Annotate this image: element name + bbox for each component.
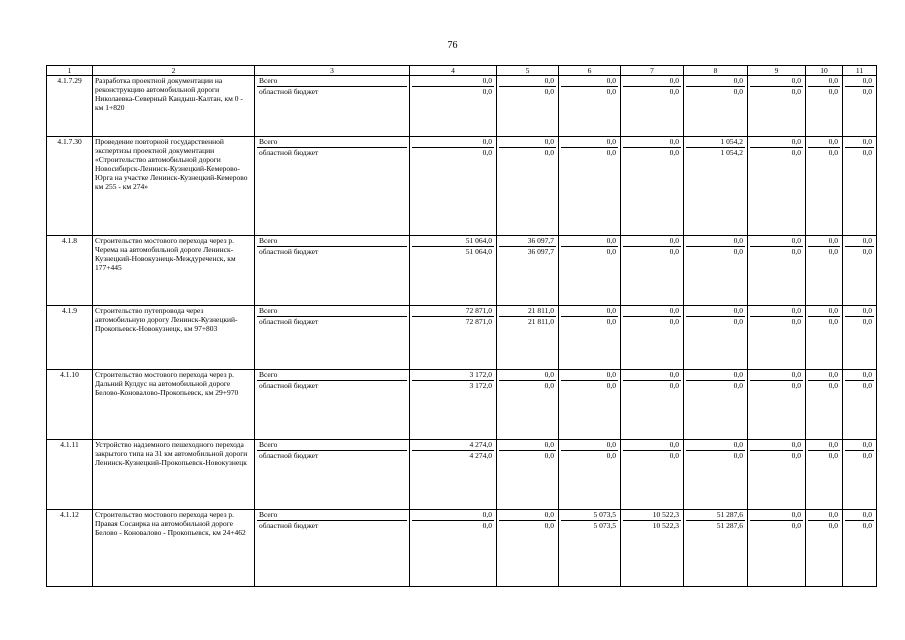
value-cell <box>410 370 497 440</box>
column-header: 7 <box>621 66 684 76</box>
value-cell <box>684 76 748 137</box>
amount-value: 3 172,0 <box>412 370 494 381</box>
value-cell <box>621 510 684 587</box>
amount-value: 0,0 <box>791 317 801 326</box>
amount-value: 0,0 <box>561 370 618 381</box>
amount-value: 0,0 <box>862 521 872 530</box>
value-cell <box>684 440 748 510</box>
amount-value: 0,0 <box>606 317 616 326</box>
amount-value: 0,0 <box>791 87 801 96</box>
amount-value: 0,0 <box>669 381 679 390</box>
table-row <box>47 510 877 587</box>
value-cell <box>410 137 497 236</box>
funding-source-label: Всего <box>257 370 407 381</box>
amount-value: 0,0 <box>623 236 681 247</box>
value-cell <box>806 370 843 440</box>
amount-value: 0,0 <box>733 317 743 326</box>
amount-value: 36 097,7 <box>499 236 556 247</box>
amount-value: 4 274,0 <box>469 451 492 460</box>
amount-value: 0,0 <box>544 451 554 460</box>
amount-value: 0,0 <box>845 137 874 148</box>
row-name: Строительство путепровода через автомобильную дорогу Ленинск-Кузнецкий-Прокопьевск-Новокузнецк, км 97+803 <box>93 306 255 370</box>
column-header: 10 <box>806 66 843 76</box>
amount-value: 21 811,0 <box>528 317 554 326</box>
row-name: Строительство мостового перехода через р. Дальний Кулдус на автомобильной дороге Белово-Коновалово-Прокопьевск, км 29+970 <box>93 370 255 440</box>
column-header: 2 <box>93 66 255 76</box>
column-header: 1 <box>47 66 93 76</box>
table-row <box>47 137 877 236</box>
amount-value: 0,0 <box>791 451 801 460</box>
amount-value: 0,0 <box>686 440 745 451</box>
value-cell <box>843 76 877 137</box>
value-cell <box>559 370 621 440</box>
column-header: 5 <box>497 66 559 76</box>
amount-value: 0,0 <box>499 440 556 451</box>
value-cell <box>497 76 559 137</box>
amount-value: 0,0 <box>862 317 872 326</box>
amount-value: 0,0 <box>499 370 556 381</box>
funding-source-label: Всего <box>257 137 407 148</box>
amount-value: 0,0 <box>544 381 554 390</box>
amount-value: 51 064,0 <box>465 247 492 256</box>
row-code: 4.1.10 <box>47 370 93 440</box>
amount-value: 0,0 <box>750 306 803 317</box>
amount-value: 0,0 <box>845 76 874 87</box>
amount-value: 0,0 <box>412 137 494 148</box>
value-cell <box>748 137 806 236</box>
value-cell <box>843 440 877 510</box>
funding-source-label: Всего <box>257 76 407 87</box>
amount-value: 0,0 <box>750 137 803 148</box>
value-cell <box>843 236 877 306</box>
value-cell <box>497 510 559 587</box>
amount-value: 0,0 <box>561 137 618 148</box>
column-number-row <box>47 66 877 76</box>
amount-value: 0,0 <box>482 148 492 157</box>
amount-value: 0,0 <box>669 451 679 460</box>
value-cell <box>559 137 621 236</box>
value-cell <box>621 137 684 236</box>
amount-value: 0,0 <box>808 510 840 521</box>
row-code: 4.1.8 <box>47 236 93 306</box>
amount-value: 0,0 <box>733 381 743 390</box>
value-cell <box>410 440 497 510</box>
amount-value: 0,0 <box>750 510 803 521</box>
amount-value: 0,0 <box>828 451 838 460</box>
amount-value: 0,0 <box>606 381 616 390</box>
value-cell <box>806 440 843 510</box>
amount-value: 0,0 <box>733 451 743 460</box>
amount-value: 0,0 <box>808 440 840 451</box>
amount-value: 36 097,7 <box>527 247 554 256</box>
amount-value: 0,0 <box>828 381 838 390</box>
value-cell <box>843 510 877 587</box>
value-cell <box>684 137 748 236</box>
amount-value: 0,0 <box>606 247 616 256</box>
amount-value: 0,0 <box>828 521 838 530</box>
amount-value: 0,0 <box>499 137 556 148</box>
amount-value: 1 054,2 <box>720 148 743 157</box>
value-cell <box>497 306 559 370</box>
amount-value: 0,0 <box>791 247 801 256</box>
amount-value: 0,0 <box>499 76 556 87</box>
amount-value: 0,0 <box>669 87 679 96</box>
table-row <box>47 440 877 510</box>
funding-source-label: областной бюджет <box>259 381 319 390</box>
amount-value: 0,0 <box>845 306 874 317</box>
page-number: 76 <box>447 40 458 51</box>
amount-value: 0,0 <box>862 148 872 157</box>
value-cell <box>806 306 843 370</box>
amount-value: 0,0 <box>669 148 679 157</box>
funding-source-cell <box>255 76 410 137</box>
amount-value: 0,0 <box>623 76 681 87</box>
funding-source-label: Всего <box>257 510 407 521</box>
value-cell <box>621 306 684 370</box>
value-cell <box>748 370 806 440</box>
value-cell <box>843 370 877 440</box>
funding-source-label: областной бюджет <box>259 148 319 157</box>
value-cell <box>621 440 684 510</box>
table-row <box>47 236 877 306</box>
amount-value: 5 073,5 <box>593 521 616 530</box>
amount-value: 0,0 <box>606 87 616 96</box>
value-cell <box>497 440 559 510</box>
amount-value: 0,0 <box>791 521 801 530</box>
amount-value: 0,0 <box>686 370 745 381</box>
amount-value: 0,0 <box>499 510 556 521</box>
funding-source-cell <box>255 440 410 510</box>
amount-value: 0,0 <box>686 76 745 87</box>
amount-value: 0,0 <box>623 306 681 317</box>
amount-value: 0,0 <box>828 317 838 326</box>
amount-value: 0,0 <box>862 247 872 256</box>
funding-source-label: областной бюджет <box>259 451 319 460</box>
amount-value: 0,0 <box>733 87 743 96</box>
funding-source-cell <box>255 236 410 306</box>
value-cell <box>684 510 748 587</box>
column-header: 11 <box>843 66 877 76</box>
amount-value: 5 073,5 <box>561 510 618 521</box>
column-header: 8 <box>684 66 748 76</box>
value-cell <box>410 236 497 306</box>
funding-source-cell <box>255 510 410 587</box>
funding-source-cell <box>255 137 410 236</box>
value-cell <box>497 236 559 306</box>
row-name: Разработка проектной документации на реконструкцию автомобильной дороги Николаевка-Северный Кандыш-Калтан, км 0 - км 1+820 <box>93 76 255 137</box>
value-cell <box>806 137 843 236</box>
amount-value: 0,0 <box>669 247 679 256</box>
amount-value: 0,0 <box>750 440 803 451</box>
amount-value: 51 287,6 <box>686 510 745 521</box>
funding-source-label: Всего <box>257 440 407 451</box>
amount-value: 0,0 <box>750 236 803 247</box>
amount-value: 0,0 <box>733 247 743 256</box>
amount-value: 0,0 <box>808 76 840 87</box>
amount-value: 0,0 <box>862 87 872 96</box>
table-row <box>47 370 877 440</box>
amount-value: 0,0 <box>544 521 554 530</box>
amount-value: 0,0 <box>606 148 616 157</box>
value-cell <box>559 306 621 370</box>
value-cell <box>621 236 684 306</box>
amount-value: 21 811,0 <box>499 306 556 317</box>
funding-source-label: областной бюджет <box>259 521 319 530</box>
amount-value: 4 274,0 <box>412 440 494 451</box>
amount-value: 3 172,0 <box>469 381 492 390</box>
value-cell <box>410 76 497 137</box>
value-cell <box>748 76 806 137</box>
amount-value: 0,0 <box>482 87 492 96</box>
amount-value: 0,0 <box>862 381 872 390</box>
amount-value: 0,0 <box>862 451 872 460</box>
value-cell <box>559 440 621 510</box>
amount-value: 0,0 <box>623 137 681 148</box>
amount-value: 0,0 <box>686 236 745 247</box>
amount-value: 51 064,0 <box>412 236 494 247</box>
amount-value: 0,0 <box>791 148 801 157</box>
value-cell <box>621 370 684 440</box>
amount-value: 0,0 <box>606 451 616 460</box>
value-cell <box>806 236 843 306</box>
value-cell <box>684 370 748 440</box>
value-cell <box>497 137 559 236</box>
amount-value: 0,0 <box>808 137 840 148</box>
amount-value: 0,0 <box>482 521 492 530</box>
row-name: Строительство мостового перехода через р. Правая Сосаирка на автомобильной дороге Белово - Коновалово - Прокопьевск, км 24+462 <box>93 510 255 587</box>
row-code: 4.1.7.29 <box>47 76 93 137</box>
value-cell <box>684 236 748 306</box>
amount-value: 0,0 <box>845 370 874 381</box>
row-code: 4.1.11 <box>47 440 93 510</box>
funding-source-label: областной бюджет <box>259 87 319 96</box>
amount-value: 10 522,3 <box>652 521 679 530</box>
amount-value: 0,0 <box>623 440 681 451</box>
value-cell <box>684 306 748 370</box>
amount-value: 72 871,0 <box>465 317 492 326</box>
amount-value: 0,0 <box>412 76 494 87</box>
amount-value: 0,0 <box>845 236 874 247</box>
row-name: Строительство мостового перехода через р. Черема на автомобильной дороге Ленинск-Кузнецкий-Новокузнецк-Междуреченск, км 177+445 <box>93 236 255 306</box>
table-row <box>47 76 877 137</box>
row-name: Проведение повторной государственной экспертизы проектной документации «Строительство автомобильной дороги Новосибирск-Ленинск-Кузнецкий-Кемерово-Юрга на участке Ленинск-Кузнецкий-Кемерово км 255 - км 274» <box>93 137 255 236</box>
amount-value: 0,0 <box>623 370 681 381</box>
amount-value: 0,0 <box>561 306 618 317</box>
amount-value: 1 054,2 <box>686 137 745 148</box>
amount-value: 0,0 <box>412 510 494 521</box>
funding-source-label: областной бюджет <box>259 247 319 256</box>
value-cell <box>748 306 806 370</box>
amount-value: 0,0 <box>808 370 840 381</box>
funding-source-cell <box>255 370 410 440</box>
amount-value: 0,0 <box>791 381 801 390</box>
amount-value: 0,0 <box>561 236 618 247</box>
value-cell <box>497 370 559 440</box>
amount-value: 0,0 <box>845 440 874 451</box>
value-cell <box>806 510 843 587</box>
funding-source-label: Всего <box>257 236 407 247</box>
amount-value: 0,0 <box>544 87 554 96</box>
value-cell <box>843 306 877 370</box>
amount-value: 0,0 <box>808 306 840 317</box>
column-header: 4 <box>410 66 497 76</box>
amount-value: 72 871,0 <box>412 306 494 317</box>
table-row <box>47 306 877 370</box>
row-name: Устройство надземного пешеходного перехода закрытого типа на 31 км автомобильной дороги Ленинск-Кузнецкий-Прокопьевск-Новокузнецк <box>93 440 255 510</box>
funding-source-label: Всего <box>257 306 407 317</box>
row-code: 4.1.12 <box>47 510 93 587</box>
amount-value: 0,0 <box>686 306 745 317</box>
amount-value: 0,0 <box>561 76 618 87</box>
amount-value: 51 287,6 <box>716 521 743 530</box>
amount-value: 0,0 <box>808 236 840 247</box>
amount-value: 0,0 <box>828 87 838 96</box>
amount-value: 0,0 <box>750 76 803 87</box>
value-cell <box>559 76 621 137</box>
amount-value: 0,0 <box>828 247 838 256</box>
column-header: 3 <box>255 66 410 76</box>
amount-value: 0,0 <box>845 510 874 521</box>
value-cell <box>806 76 843 137</box>
column-header: 9 <box>748 66 806 76</box>
value-cell <box>410 306 497 370</box>
value-cell <box>748 510 806 587</box>
row-code: 4.1.9 <box>47 306 93 370</box>
amount-value: 0,0 <box>544 148 554 157</box>
value-cell <box>559 236 621 306</box>
value-cell <box>748 236 806 306</box>
amount-value: 10 522,3 <box>623 510 681 521</box>
value-cell <box>559 510 621 587</box>
value-cell <box>410 510 497 587</box>
column-header: 6 <box>559 66 621 76</box>
budget-table <box>46 65 877 587</box>
amount-value: 0,0 <box>750 370 803 381</box>
value-cell <box>748 440 806 510</box>
value-cell <box>621 76 684 137</box>
amount-value: 0,0 <box>561 440 618 451</box>
amount-value: 0,0 <box>828 148 838 157</box>
amount-value: 0,0 <box>669 317 679 326</box>
funding-source-cell <box>255 306 410 370</box>
funding-source-label: областной бюджет <box>259 317 319 326</box>
value-cell <box>843 137 877 236</box>
row-code: 4.1.7.30 <box>47 137 93 236</box>
